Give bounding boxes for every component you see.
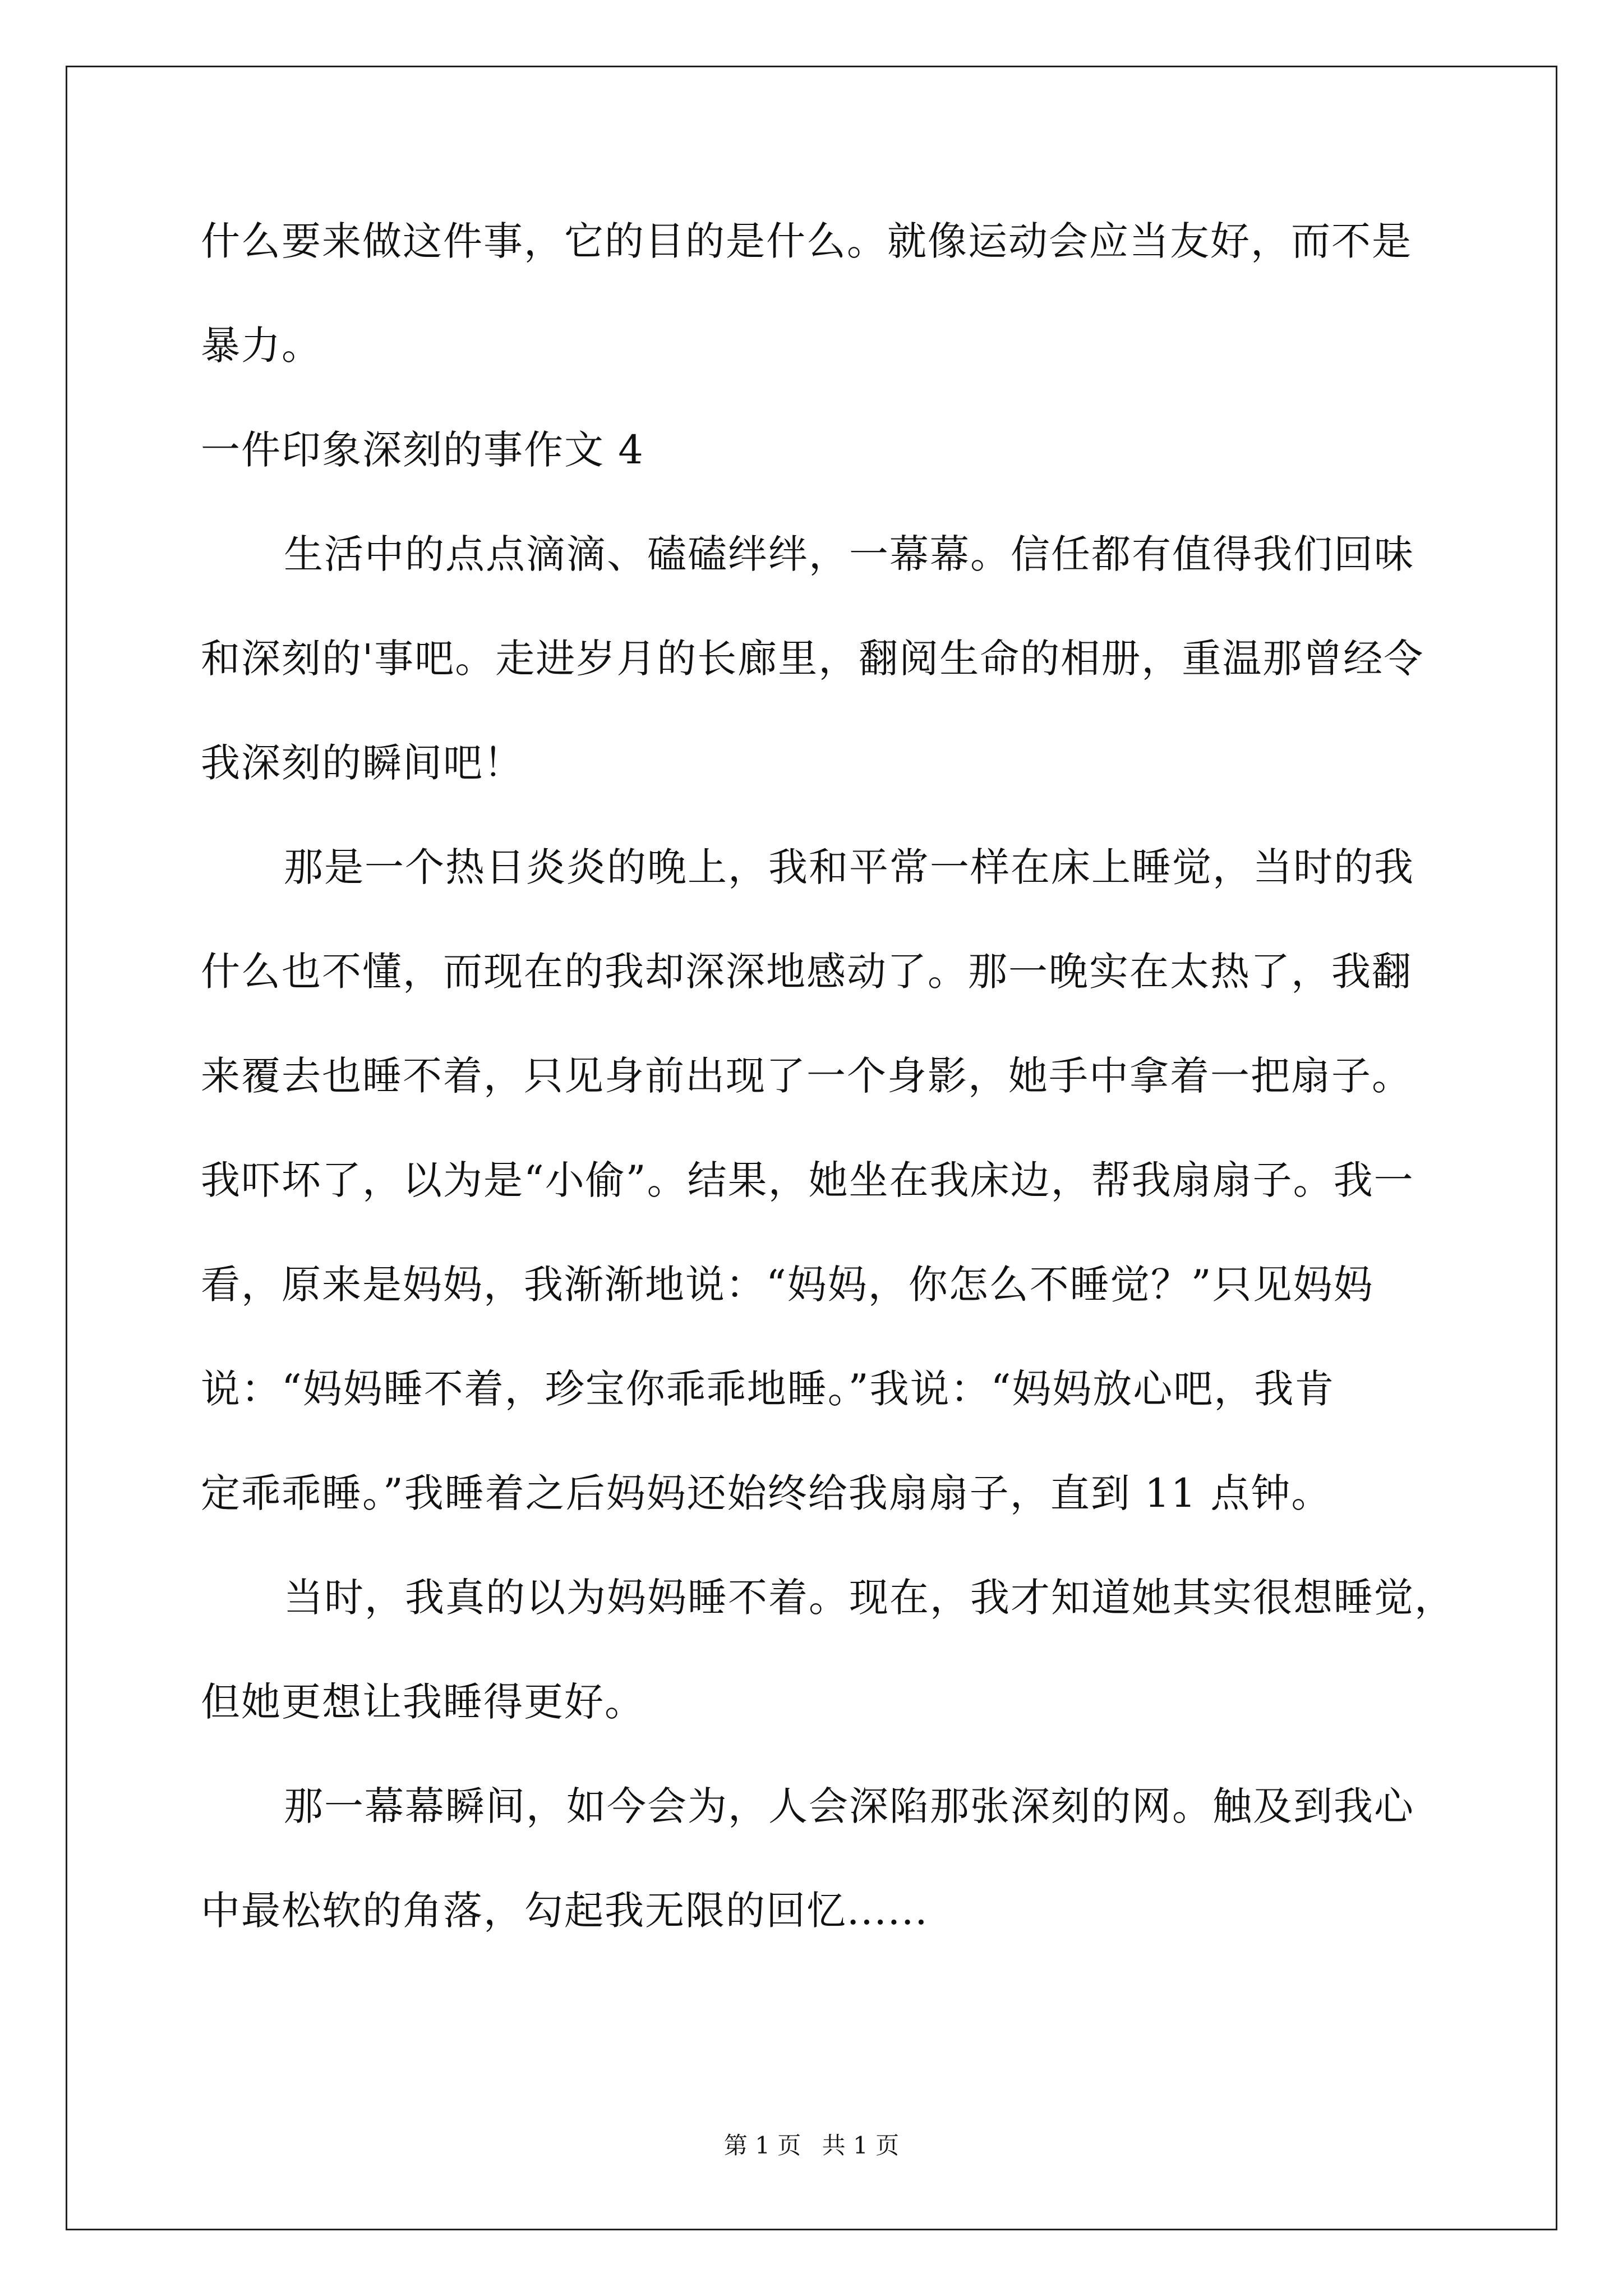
paragraph-2-line-5: 看，原来是妈妈，我渐渐地说：“妈妈，你怎么不睡觉？”只见妈妈 [201,1262,1374,1308]
paragraph-2-line-7: 定乖乖睡。”我睡着之后妈妈还始终给我扇扇子，直到 11 点钟。 [201,1470,1332,1516]
paragraph-1-line-2: 和深刻的'事吧。走进岁月的长廊里，翻阅生命的相册，重温那曾经令 [201,636,1424,682]
paragraph-1-line-1: 生活中的点点滴滴、磕磕绊绊，一幕幕。信任都有值得我们回味 [284,531,1414,577]
paragraph-3-line-2: 但她更想让我睡得更好。 [201,1679,645,1725]
paragraph-3-line-1: 当时，我真的以为妈妈睡不着。现在，我才知道她其实很想睡觉， [284,1575,1455,1621]
paragraph-1-line-3: 我深刻的瞬间吧！ [201,740,524,786]
page-footer [0,2132,1623,2160]
paragraph-2-line-2: 什么也不懂，而现在的我却深深地感动了。那一晚实在太热了，我翻 [201,949,1412,995]
text-line-2: 暴力。 [201,323,322,369]
paragraph-2-line-3: 来覆去也睡不着，只见身前出现了一个身影，她手中拿着一把扇子。 [201,1053,1412,1099]
paragraph-2-line-4: 我吓坏了，以为是“小偷”。结果，她坐在我床边，帮我扇扇子。我一 [201,1157,1414,1203]
section-heading: 一件印象深刻的事作文 4 [201,427,644,473]
paragraph-4-line-1: 那一幕幕瞬间，如今会为，人会深陷那张深刻的网。触及到我心 [284,1783,1414,1829]
paragraph-2-line-1: 那是一个热日炎炎的晚上，我和平常一样在床上睡觉，当时的我 [284,844,1414,890]
page-total: 共 1 页 [822,2132,900,2159]
paragraph-4-line-2: 中最松软的角落，勾起我无限的回忆...... [201,1888,929,1934]
text-line-1: 什么要来做这件事，它的目的是什么。就像运动会应当友好，而不是 [201,218,1412,264]
page-number: 第 1 页 [723,2132,801,2159]
paragraph-2-line-6: 说：“妈妈睡不着，珍宝你乖乖地睡。”我说：“妈妈放心吧，我肯 [201,1366,1335,1412]
